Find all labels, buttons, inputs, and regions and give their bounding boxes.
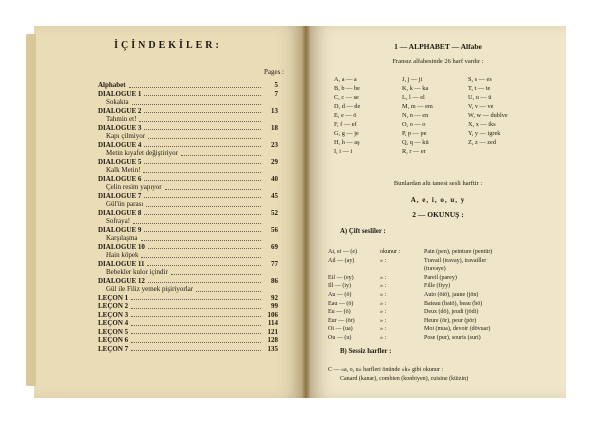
toc-entry-label: Tahmin et! [106, 115, 137, 123]
toc-entry-row [98, 141, 278, 150]
toc-entry-row [98, 243, 278, 252]
toc-entry-row [98, 226, 278, 235]
toc-leader-dots [133, 223, 261, 224]
consonants-heading: B) Sessiz harfler : [340, 348, 392, 355]
toc-leader-dots [147, 265, 261, 266]
alphabet-letter: J, j — ji [402, 76, 423, 83]
alphabet-intro: Fransız alfabesinde 26 harf vardır : [392, 58, 484, 65]
alphabet-letter: L, l — el [402, 94, 425, 101]
toc-leader-dots [144, 112, 261, 113]
toc-entry-label: DIALOGUE 10 [98, 242, 145, 251]
alphabet-letter: X, x — iks [468, 121, 496, 128]
alphabet-letter: Z, z — zed [468, 139, 496, 146]
pronunciation-row [328, 274, 560, 283]
alphabet-letter: B, b — be [334, 85, 360, 92]
toc-leader-dots [144, 231, 261, 232]
vowel-list: A, e, i, o, u, y [410, 196, 466, 204]
pronunciation-row [328, 325, 560, 334]
pronunciation-row [328, 291, 560, 300]
toc-entry-label: DIALOGUE 4 [98, 140, 142, 149]
toc-leader-dots [171, 274, 261, 275]
toc-title: İÇİNDEKİLER: [114, 40, 222, 51]
pronunciation-cell: Ai, ei — (e) [328, 249, 357, 255]
pronunciation-cell: Eur — (ör) [328, 317, 355, 324]
diphthongs-heading: A) Çift sesliler : [340, 228, 386, 235]
toc-page-number: 69 [271, 242, 278, 251]
pronunciation-cell: » : [380, 326, 387, 333]
pronunciation-cell: Heure (ör), peur (pör) [424, 317, 477, 324]
pronunciation-row [328, 317, 560, 326]
consonant-note-examples: Canard (kanar), combien (konbiyen), cuisine (küizin) [340, 375, 469, 382]
toc-leader-dots [144, 214, 261, 215]
toc-entry-label: Çelin resim yapıyor [106, 183, 162, 191]
pronunciation-cell: » : [380, 283, 387, 290]
toc-subtitle-row [98, 183, 278, 192]
toc-entry-label: Sofraya! [106, 217, 131, 225]
pronunciation-cell: okunur : [380, 249, 401, 255]
alphabet-letter: U, u — ü [468, 94, 492, 101]
toc-entry-row [98, 345, 278, 354]
pronunciation-cell: » : [380, 334, 387, 341]
toc-entry-label: Gül'ün parası [106, 200, 144, 208]
alphabet-letter [468, 148, 538, 156]
toc-entry-label: DIALOGUE 8 [98, 208, 142, 217]
open-book [26, 26, 568, 398]
alphabet-letter: O, o — o [402, 121, 426, 128]
toc-entry-row [98, 336, 278, 345]
consonant-note [328, 366, 560, 383]
pronunciation-section-title: 2 — OKUNUŞ : [412, 210, 464, 219]
alphabet-letter: V, v — ve [468, 103, 494, 110]
toc-leader-dots [144, 129, 261, 130]
pronunciation-cell: Oi — (ua) [328, 326, 353, 333]
toc-entry-label: DIALOGUE 7 [98, 191, 142, 200]
alphabet-section-title: 1 — ALPHABET — Alfabe [394, 42, 482, 51]
toc-entry-label: Kalk Metin! [106, 166, 141, 174]
toc-leader-dots [165, 189, 261, 190]
toc-entry-row [98, 175, 278, 184]
toc-entry-row [98, 209, 278, 218]
toc-entry-label: DIALOGUE 1 [98, 89, 142, 98]
toc-leader-dots [129, 87, 261, 88]
alphabet-letter: S, s — es [468, 76, 492, 83]
pronunciation-cell [328, 265, 380, 274]
toc-entry-label: DIALOGUE 5 [98, 157, 142, 166]
toc-entry-label: LEÇON 1 [98, 293, 129, 302]
pronunciation-cell: Eil — (ey) [328, 274, 354, 281]
toc-page-number: 56 [271, 225, 278, 234]
toc-subtitle-row [98, 200, 278, 209]
pronunciation-cell: Bateau (batö), beau (bö) [424, 300, 483, 307]
left-page-table-of-contents [34, 26, 302, 398]
pronunciation-cell: Ill — (iy) [328, 283, 351, 290]
pronunciation-row [328, 334, 560, 343]
right-page-alphabet [310, 26, 566, 398]
toc-entry-row [98, 319, 278, 328]
toc-page-number: 106 [267, 310, 278, 319]
toc-leader-dots [146, 206, 261, 207]
toc-page-number: 52 [271, 208, 278, 217]
pronunciation-row [328, 265, 560, 274]
pronunciation-row [328, 282, 560, 291]
alphabet-letter: P, p — pe [402, 130, 427, 137]
pronunciation-cell: Pareil (parey) [424, 274, 457, 281]
alphabet-letter: R, r — er [402, 148, 426, 155]
toc-page-number: 99 [271, 302, 278, 310]
toc-leader-dots [196, 291, 261, 292]
pronunciation-cell: Pain (pen), peinture (pentür) [424, 249, 493, 255]
pronunciation-cell: Auto (ötö), jaune (jön) [424, 291, 479, 298]
toc-entry-label: Kapı çilmiyor [106, 132, 146, 140]
toc-leader-dots [131, 308, 261, 309]
vowel-intro: Bunlardan altı tanesi sesli harftir : [393, 180, 483, 187]
toc-subtitle-row [98, 251, 278, 260]
toc-entry-label: LEÇON 6 [98, 336, 129, 344]
pronunciation-row [328, 248, 560, 257]
pronunciation-cell: Eau — (ö) [328, 300, 354, 307]
toc-entry-row [98, 90, 278, 99]
toc-page-number: 29 [271, 157, 278, 166]
toc-leader-dots [144, 146, 261, 147]
toc-entry-label: DIALOGUE 3 [98, 123, 142, 132]
toc-page-number: 114 [267, 319, 278, 327]
toc-subtitle-row [98, 268, 278, 277]
toc-entry-label: DIALOGUE 12 [98, 276, 145, 285]
toc-subtitle-row [98, 166, 278, 175]
toc-entry-row [98, 277, 278, 286]
pronunciation-cell: Ou — (u) [328, 334, 352, 341]
toc-subtitle-row [98, 217, 278, 226]
alphabet-letter: F, f — ef [334, 121, 357, 128]
toc-entry-row [98, 311, 278, 320]
toc-page-number: 7 [274, 89, 278, 98]
alphabet-grid [334, 76, 554, 156]
toc-entry-label: DIALOGUE 2 [98, 106, 142, 115]
toc-page-number: 77 [271, 259, 278, 268]
toc-entry-label: Bebekler kulor içindir [106, 268, 168, 276]
alphabet-letter: I, i — i [334, 148, 353, 155]
pronunciation-cell: Moi (mua), devoir (dövuar) [424, 326, 491, 333]
toc-entry-label: Sokakta [106, 98, 129, 106]
toc-leader-dots [131, 350, 261, 351]
pronunciation-cell: » : [380, 309, 387, 316]
toc-subtitle-row [98, 149, 278, 158]
alphabet-letter: A, a — a [334, 76, 357, 83]
toc-entry-label: LEÇON 5 [98, 327, 129, 336]
toc-subtitle-row [98, 132, 278, 141]
alphabet-letter: C, c — se [334, 94, 359, 101]
toc-entry-row [98, 107, 278, 116]
toc-page-number: 13 [271, 106, 278, 115]
toc-entry-label: LEÇON 4 [98, 319, 129, 327]
pronunciation-cell: Fille (fiyy) [424, 283, 451, 290]
toc-entry-row [98, 294, 278, 303]
toc-leader-dots [148, 138, 261, 139]
pronunciation-cell: Ail — (ay) [328, 257, 355, 264]
toc-leader-dots [132, 104, 261, 105]
book-gutter [302, 26, 310, 398]
toc-subtitle-row [98, 115, 278, 124]
pronunciation-cell: » : [380, 291, 387, 298]
toc-page-number: 121 [267, 327, 278, 336]
toc-leader-dots [144, 180, 261, 181]
pronunciation-cell: Deux (dö), jeudi (jödi) [424, 309, 479, 316]
pronunciation-table [328, 248, 560, 343]
alphabet-letter: T, t — te [468, 85, 491, 92]
toc-entry-label: Gül ile Filiz yemek pişiriyorlar [106, 285, 194, 293]
toc-list [98, 81, 278, 353]
alphabet-letter: H, h — aş [334, 139, 360, 146]
toc-entry-row [98, 124, 278, 133]
toc-page-number: 23 [271, 140, 278, 149]
pronunciation-row [328, 308, 560, 317]
toc-pages-header: Pages : [263, 68, 284, 76]
alphabet-letter: K, k — ka [402, 85, 429, 92]
toc-leader-dots [143, 172, 261, 173]
toc-leader-dots [131, 299, 261, 300]
pronunciation-cell: » : [380, 274, 387, 281]
toc-entry-label: Alphabet [98, 81, 126, 89]
toc-leader-dots [144, 95, 261, 96]
toc-entry-label: LEÇON 7 [98, 344, 129, 353]
toc-page-number: 128 [267, 336, 278, 344]
toc-entry-row [98, 81, 278, 90]
pronunciation-cell: » : [380, 257, 387, 264]
toc-page-number: 45 [271, 191, 278, 200]
toc-entry-row [98, 260, 278, 269]
toc-leader-dots [131, 342, 261, 343]
toc-page-number: 40 [271, 174, 278, 183]
toc-entry-row [98, 302, 278, 311]
pronunciation-cell [380, 265, 424, 274]
toc-entry-label: DIALOGUE 6 [98, 174, 142, 183]
toc-page-number: 5 [274, 81, 278, 89]
pronunciation-row [328, 300, 560, 309]
toc-entry-label: Metin kıyafet değiştiriyor [106, 149, 178, 157]
toc-leader-dots [148, 248, 261, 249]
toc-subtitle-row [98, 285, 278, 294]
toc-leader-dots [141, 240, 262, 241]
toc-entry-row [98, 328, 278, 337]
alphabet-letter: Q, q — kü [402, 139, 429, 146]
alphabet-letter: G, g — je [334, 130, 359, 137]
toc-page-number: 18 [271, 123, 278, 132]
pronunciation-cell: » : [380, 300, 387, 307]
pronunciation-cell: Pose (pur), souris (suri) [424, 334, 481, 341]
toc-entry-row [98, 192, 278, 201]
toc-subtitle-row [98, 234, 278, 243]
toc-entry-row [98, 158, 278, 167]
alphabet-letter: N, n — en [402, 112, 429, 119]
toc-leader-dots [144, 197, 261, 198]
toc-page-number: 86 [271, 276, 278, 285]
pronunciation-cell: (travaye) [424, 266, 446, 273]
alphabet-letter: W, w — dublve [468, 112, 508, 119]
alphabet-letter: E, e — ö [334, 112, 357, 119]
toc-subtitle-row [98, 98, 278, 107]
toc-leader-dots [144, 163, 261, 164]
toc-page-number: 92 [271, 293, 278, 302]
toc-entry-label: LEÇON 2 [98, 302, 129, 310]
toc-entry-label: DIALOGUE 11 [98, 259, 145, 268]
toc-entry-label: LEÇON 3 [98, 310, 129, 319]
toc-leader-dots [148, 282, 261, 283]
alphabet-letter: Y, y — igrek [468, 130, 501, 137]
alphabet-letter: D, d — de [334, 103, 361, 110]
pronunciation-row [328, 257, 560, 266]
toc-leader-dots [139, 121, 261, 122]
pronunciation-cell: Travail (travay), travailler [424, 257, 487, 264]
toc-entry-label: Hain köpek [106, 251, 139, 259]
pronunciation-cell: Eu — (ö) [328, 309, 351, 316]
toc-page-number: 135 [267, 344, 278, 353]
pronunciation-cell: » : [380, 317, 387, 324]
pronunciation-cell: Au — (ö) [328, 291, 352, 298]
toc-entry-label: Karşılaşma [106, 234, 138, 242]
toc-leader-dots [131, 316, 261, 317]
toc-leader-dots [141, 257, 261, 258]
toc-leader-dots [181, 155, 261, 156]
alphabet-letter: M, m — em [402, 103, 433, 110]
consonant-note-rule: C — «a, o, u» harfleri önünde «k» gibi okunur : [328, 367, 443, 373]
toc-entry-label: DIALOGUE 9 [98, 225, 142, 234]
toc-leader-dots [131, 325, 261, 326]
toc-leader-dots [131, 333, 261, 334]
